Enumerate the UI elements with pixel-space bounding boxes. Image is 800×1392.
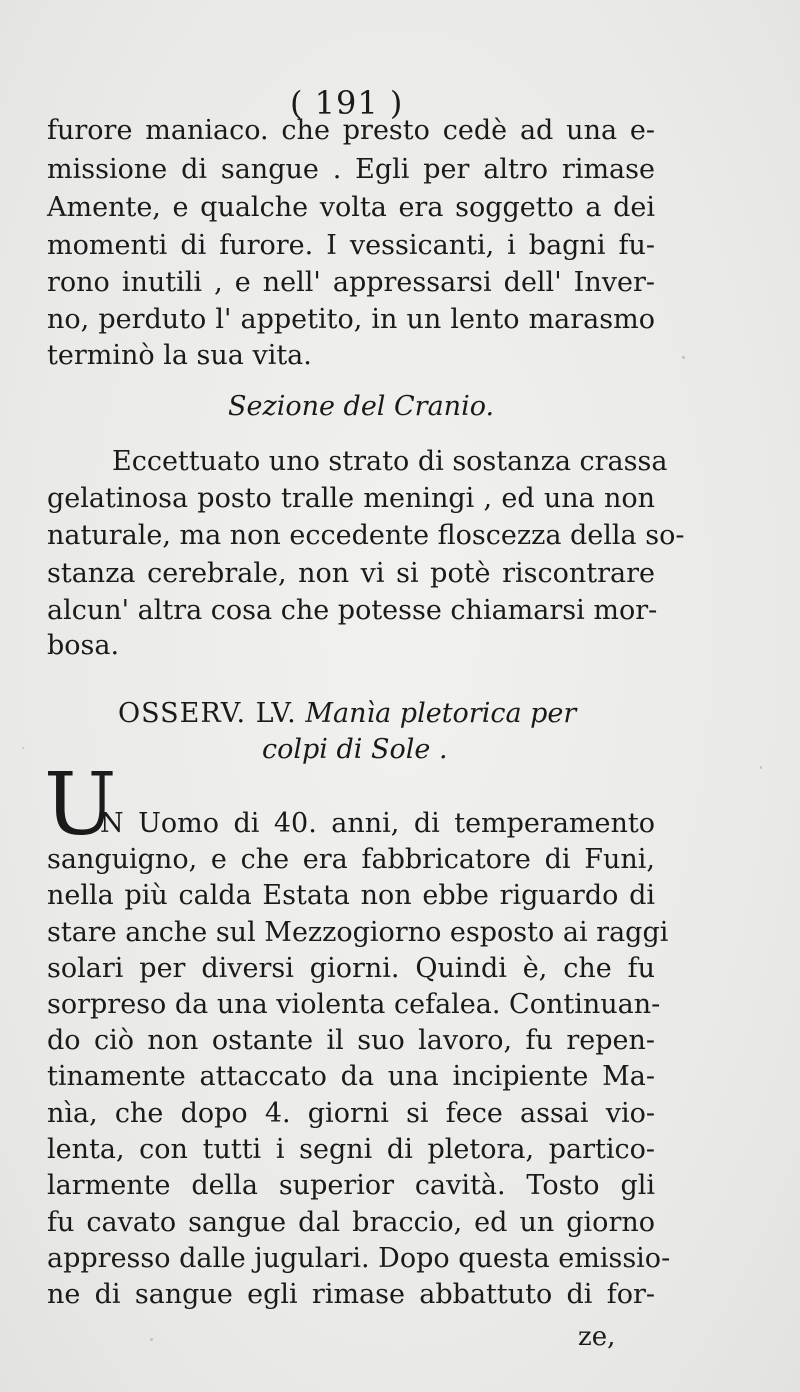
text-line: stare anche sul Mezzogiorno esposto ai raggi [47, 917, 669, 948]
text-line: appresso dalle jugulari. Dopo questa emissio- [47, 1243, 671, 1274]
text-line: Amente, e qualche volta era soggetto a dei [47, 192, 655, 223]
text-line: tinamente attaccato da una incipiente Ma- [47, 1061, 655, 1092]
text-line: Eccettuato uno strato di sostanza crassa [112, 446, 668, 477]
paper-speck [22, 747, 24, 749]
text-line: terminò la sua vita. [47, 340, 312, 371]
text-line: nella più calda Estata non ebbe riguardo di [47, 880, 655, 911]
text-line: ne di sangue egli rimase abbattuto di for- [47, 1279, 655, 1310]
text-line: bosa. [47, 630, 120, 661]
section-title: Sezione del Cranio. [228, 391, 495, 422]
paper-speck [682, 356, 685, 359]
text-line: fu cavato sangue dal braccio, ed un giorno [47, 1207, 655, 1238]
text-line: sanguigno, e che era fabbricatore di Funi, [47, 844, 655, 875]
observation-title-continued: colpi di Sole . [262, 734, 448, 765]
paper-speck [150, 1338, 153, 1341]
text-line: furore maniaco. che presto cedè ad una e- [47, 115, 655, 146]
text-line: do ciò non ostante il suo lavoro, fu repen- [47, 1025, 655, 1056]
text-line: solari per diversi giorni. Quindi è, che fu [47, 953, 655, 984]
paper-speck [760, 766, 762, 769]
text-line: rono inutili , e nell' appressarsi dell' Inver- [47, 267, 655, 298]
text-line: alcun' altra cosa che potesse chiamarsi mor- [47, 595, 658, 626]
page-number: ( 191 ) [290, 84, 404, 122]
drop-cap: U [44, 755, 117, 855]
text-line: lenta, con tutti i segni di pletora, partico- [47, 1134, 655, 1165]
observation-title: Manìa pletorica per [305, 698, 577, 729]
text-line: N Uomo di 40. anni, di temperamento [100, 808, 655, 839]
text-line: stanza cerebrale, non vi si potè riscontrare [47, 558, 655, 589]
text-line: missione di sangue . Egli per altro rimase [47, 154, 655, 185]
text-line: sorpreso da una violenta cefalea. Continuan- [47, 989, 661, 1020]
text-line: gelatinosa posto tralle meningi , ed una non [47, 483, 655, 514]
text-line: no, perduto l' appetito, in un lento marasmo [47, 304, 655, 335]
observation-heading [118, 695, 576, 733]
catchword: ze, [578, 1322, 616, 1352]
text-line: momenti di furore. I vessicanti, i bagni fu- [47, 230, 655, 261]
observation-label: OSSERV. LV. [118, 698, 297, 729]
text-line: larmente della superior cavità. Tosto gli [47, 1170, 655, 1201]
text-line: nìa, che dopo 4. giorni si fece assai vio- [47, 1098, 655, 1129]
text-line: naturale, ma non eccedente floscezza della so- [47, 520, 685, 551]
